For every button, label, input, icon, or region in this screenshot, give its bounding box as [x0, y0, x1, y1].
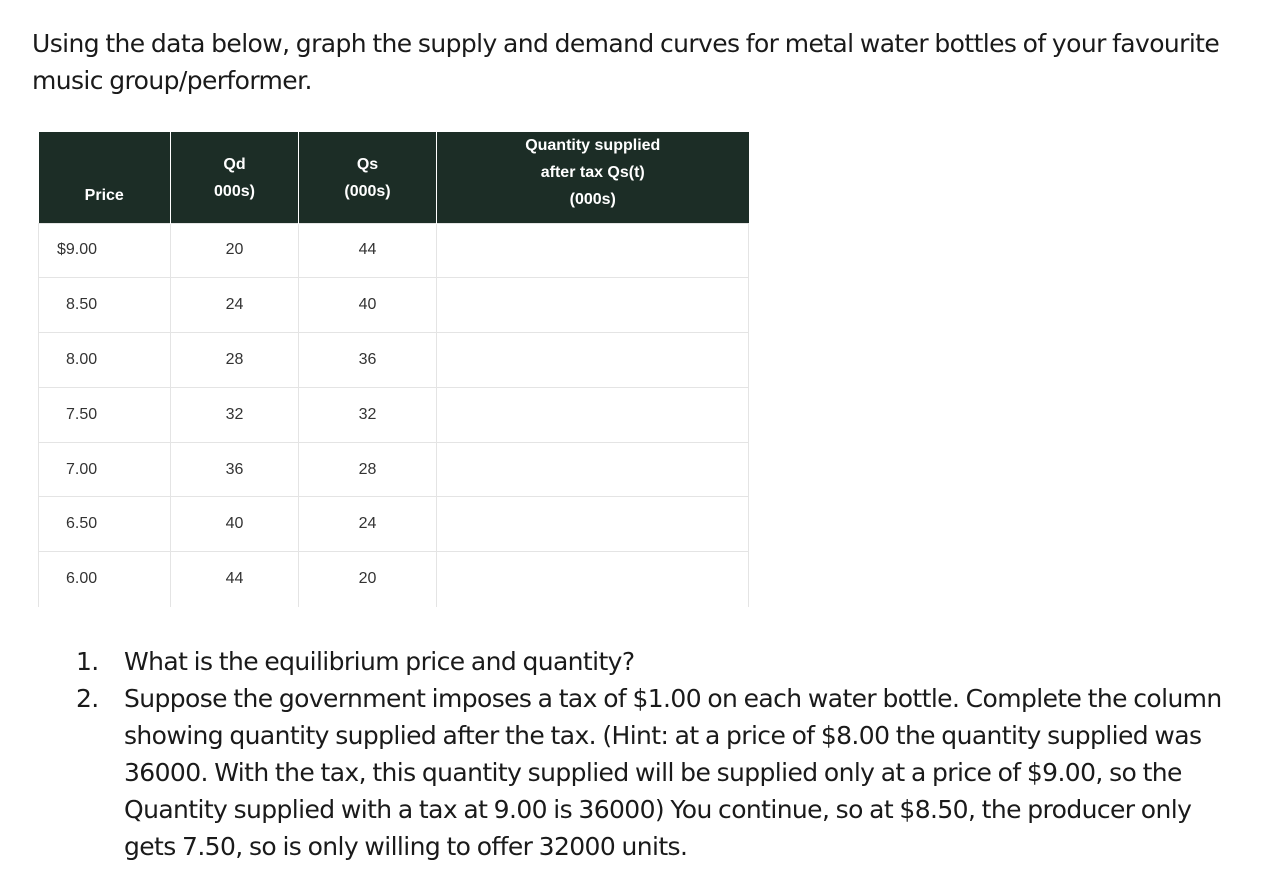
cell-qs: 40 [299, 278, 437, 333]
question-text: Suppose the government imposes a tax of $1.00 on each water bottle. Complete the column showing quantity supplied after the tax. (Hint: at a price of $8.00 the quantity supplied was 36000. With the tax, this quantity supplied will be supplied only at a price of $9.00, so the Quantity supplied with a tax at 9.00 is 36000) You continue, so at $8.50, the producer only gets 7.50, so is only willing to offer 32000 units. [124, 684, 1222, 861]
header-qst-line-3: (000s) [569, 191, 616, 208]
cell-price: 8.50 [39, 278, 171, 333]
header-qst-line-1: Quantity supplied [525, 137, 661, 154]
header-qs-after-tax [437, 132, 749, 223]
cell-qs: 32 [299, 387, 437, 442]
cell-price: 8.00 [39, 333, 171, 388]
cell-price: 7.50 [39, 387, 171, 442]
cell-qs-after-tax [437, 333, 749, 388]
header-qs [299, 132, 437, 223]
cell-qd: 44 [171, 552, 299, 607]
cell-qd: 36 [171, 442, 299, 497]
cell-qd: 40 [171, 497, 299, 552]
table-row [39, 442, 749, 497]
header-qd-line-1: Qd [223, 156, 246, 174]
cell-price: 6.00 [39, 552, 171, 607]
table-row [39, 223, 749, 278]
cell-qs: 20 [299, 552, 437, 607]
header-qs-line-1: Qs [356, 156, 379, 174]
header-qs-line-2: (000s) [344, 183, 391, 201]
cell-qd: 20 [171, 223, 299, 278]
cell-price: $9.00 [39, 223, 171, 278]
table-row [39, 552, 749, 607]
instructions-text: Using the data below, graph the supply and demand curves for metal water bottles of your favourite music group/performer. [32, 29, 1220, 95]
cell-qd: 32 [171, 387, 299, 442]
cell-qs-after-tax [437, 278, 749, 333]
cell-qs-after-tax [437, 223, 749, 278]
cell-qs-after-tax [437, 552, 749, 607]
table-header-row [39, 132, 749, 223]
cell-qs-after-tax [437, 497, 749, 552]
cell-qd: 28 [171, 333, 299, 388]
question-text: What is the equilibrium price and quantity? [124, 647, 635, 676]
cell-price: 7.00 [39, 442, 171, 497]
cell-qs-after-tax [437, 442, 749, 497]
cell-qs: 28 [299, 442, 437, 497]
table-row [39, 278, 749, 333]
header-qst-line-2: after tax Qs(t) [540, 164, 645, 181]
question-item [76, 643, 1226, 680]
question-list [76, 643, 1226, 865]
supply-demand-table [38, 132, 749, 607]
table-row [39, 497, 749, 552]
cell-qs: 36 [299, 333, 437, 388]
cell-qd: 24 [171, 278, 299, 333]
cell-qs: 44 [299, 223, 437, 278]
header-qd [171, 132, 299, 223]
question-item [76, 680, 1226, 865]
question-number: 1. [76, 647, 99, 676]
header-qd-line-2: 000s) [214, 183, 255, 201]
table-row [39, 387, 749, 442]
table-row [39, 333, 749, 388]
cell-price: 6.50 [39, 497, 171, 552]
cell-qs-after-tax [437, 387, 749, 442]
question-number: 2. [76, 684, 99, 713]
header-price: Price [39, 132, 171, 223]
cell-qs: 24 [299, 497, 437, 552]
